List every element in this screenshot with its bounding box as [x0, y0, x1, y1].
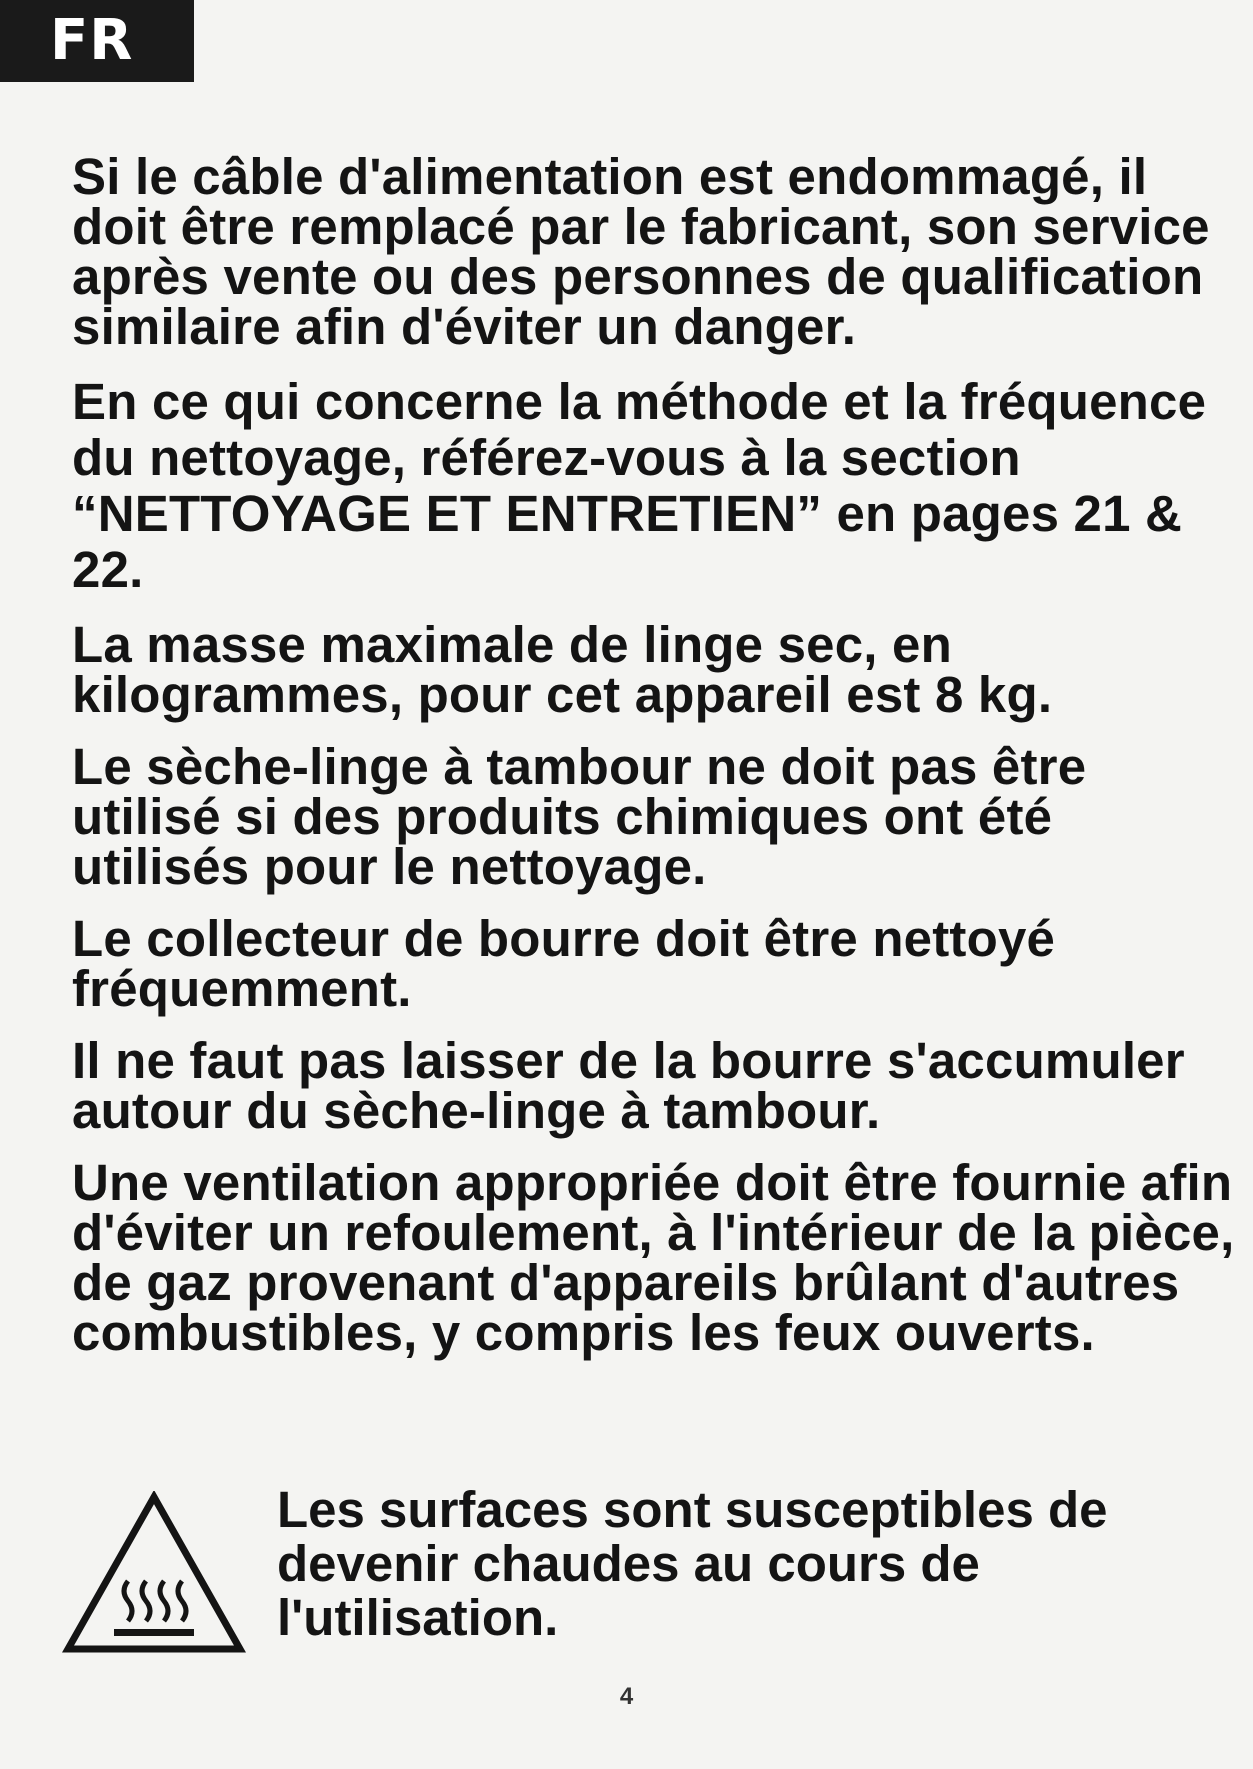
paragraph-max-load: La masse maximale de linge sec, en kilogrammes, pour cet appareil est 8 kg. — [72, 616, 1053, 723]
warning-text: Les surfaces sont susceptibles de devenir chaudes au cours de l'utilisation. — [277, 1481, 1108, 1646]
paragraph-power-cable: Si le câble d'alimentation est endommagé, il doit être remplacé par le fabricant, son service après vente ou des personnes de qualification similaire afin d'éviter un danger. — [72, 148, 1210, 355]
paragraph-cleaning-reference: En ce qui concerne la méthode et la fréquence du nettoyage, référez-vous à la section “NETTOYAGE ET ENTRETIEN” en pages 21 & 22. — [72, 373, 1207, 598]
page-number: 4 — [619, 1683, 634, 1710]
hot-surface-warning-icon — [62, 1491, 246, 1655]
paragraph-ventilation: Une ventilation appropriée doit être fournie afin d'éviter un refoulement, à l'intérieur de la pièce, de gaz provenant d'appareils brûlant d'autres combustibles, y compris les feux ouverts. — [72, 1154, 1235, 1361]
paragraph-lint-filter: Le collecteur de bourre doit être nettoyé fréquemment. — [72, 910, 1056, 1017]
paragraph-chemicals: Le sèche-linge à tambour ne doit pas être utilisé si des produits chimiques ont été utilisés pour le nettoyage. — [72, 738, 1087, 895]
safety-instructions — [72, 148, 1237, 1380]
paragraph-lint-accumulation: Il ne faut pas laisser de la bourre s'accumuler autour du sèche-linge à tambour. — [72, 1032, 1185, 1139]
hot-surface-warning — [62, 1483, 1232, 1653]
language-badge: FR — [0, 0, 194, 82]
